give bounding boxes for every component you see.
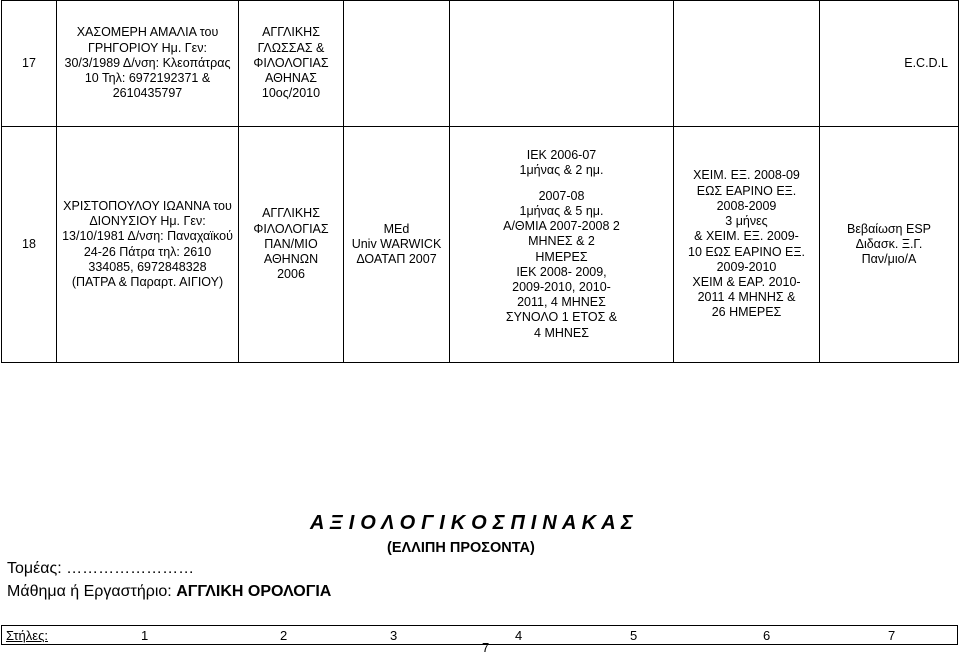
columns-label: Στήλες: — [6, 628, 48, 643]
cell-line: ΙΕΚ 2006-07 — [526, 148, 597, 163]
candidates-table — [1, 0, 959, 363]
sector-line — [7, 560, 194, 578]
table-row — [2, 127, 959, 363]
extra-qualification: E.C.D.L — [820, 1, 959, 127]
cell-line: Διδασκ. Ξ.Γ. — [855, 236, 923, 251]
cell-line: ΦΙΛΟΛΟΓΙΑΣ — [253, 55, 329, 70]
degree-info — [239, 1, 344, 127]
cell-line: ΓΡΗΓΟΡΙΟΥ Ημ. Γεν: — [88, 40, 207, 55]
experience-info — [450, 127, 674, 363]
cell-line: ΑΓΓΛΙΚΗΣ — [262, 206, 320, 221]
cell-line: & ΧΕΙΜ. ΕΞ. 2009- — [694, 229, 799, 244]
cell-line: ΣΥΝΟΛΟ 1 ΕΤΟΣ & — [505, 310, 618, 325]
cell-line: 30/3/1989 Δ/νση: Κλεοπάτρας — [64, 55, 231, 70]
experience2-info — [674, 127, 820, 363]
cell-line: ΙΕΚ 2008- 2009, — [516, 264, 607, 279]
cell-line: ΔΟΑΤΑΠ 2007 — [356, 252, 437, 267]
cell-line: ΜΗΝΕΣ & 2 — [528, 234, 595, 249]
degree-info — [239, 127, 344, 363]
cell-line: ΧΕΙΜ & ΕΑΡ. 2010- — [692, 274, 801, 289]
subject-value: ΑΓΓΛΙΚΗ ΟΡΟΛΟΓΙΑ — [176, 583, 332, 600]
cell-line: 4 ΜΗΝΕΣ — [534, 325, 589, 340]
document-subtitle: (ΕΛΛΙΠΗ ΠΡΟΣΟΝΤΑ) — [387, 540, 535, 556]
cell-line: ΕΩΣ ΕΑΡΙΝΟ ΕΞ. — [696, 183, 797, 198]
experience2-info — [674, 1, 820, 127]
cell-line: 13/10/1981 Δ/νση: Παναχαϊκού — [62, 229, 233, 244]
cell-line: 2610435797 — [112, 86, 183, 101]
cell-line: 2009-2010, 2010- — [512, 279, 611, 294]
cell-line: 10 ΕΩΣ ΕΑΡΙΝΟ ΕΞ. — [688, 244, 805, 259]
cell-line — [453, 179, 670, 189]
cell-line: 2009-2010 — [716, 259, 777, 274]
sector-value: …………………… — [66, 560, 195, 577]
extra-qualification — [820, 127, 959, 363]
cell-line: ΑΘΗΝΑΣ — [265, 71, 317, 86]
cell-line: Univ WARWICK — [351, 236, 442, 251]
cell-line: ΦΙΛΟΛΟΓΙΑΣ — [253, 221, 329, 236]
postgrad-info — [344, 1, 450, 127]
cell-line: Βεβαίωση ESP — [846, 221, 931, 236]
cell-line: ΓΛΩΣΣΑΣ & — [257, 40, 325, 55]
cell-line: Παν/μιο/Α — [861, 252, 917, 267]
cell-line: 2011, 4 ΜΗΝΕΣ — [517, 295, 606, 310]
column-number: 1 — [141, 628, 149, 643]
subject-label: Μάθημα ή Εργαστήριο: — [7, 583, 172, 600]
column-number: 3 — [390, 628, 398, 643]
cell-line: ΑΘΗΝΩΝ — [263, 252, 319, 267]
column-number: 6 — [763, 628, 771, 643]
sector-label: Τομέας: — [7, 560, 62, 577]
cell-line: Α/ΘΜΙΑ 2007-2008 2 — [503, 219, 620, 234]
page-number-fragment: 7 — [482, 643, 490, 653]
cell-line: 1μήνας & 2 ημ. — [519, 163, 604, 178]
column-number: 5 — [630, 628, 638, 643]
cell-line: 2011 4 ΜΗΝΗΣ & — [697, 290, 796, 305]
postgrad-info — [344, 127, 450, 363]
row-number: 17 — [2, 1, 57, 127]
cell-line: 3 μήνες — [725, 214, 768, 229]
row-number: 18 — [2, 127, 57, 363]
cell-line: 2008-2009 — [716, 198, 777, 213]
cell-line: (ΠΑΤΡΑ & Παραρτ. ΑΙΓΙΟΥ) — [71, 274, 224, 289]
cell-line: ΗΜΕΡΕΣ — [535, 249, 588, 264]
experience-info — [450, 1, 674, 127]
cell-line: 10 Τηλ: 6972192371 & — [84, 71, 211, 86]
cell-line: ΧΕΙΜ. ΕΞ. 2008-09 — [693, 168, 800, 183]
cell-line: 2007-08 — [538, 188, 585, 203]
columns-bar — [1, 625, 958, 645]
column-number: 2 — [280, 628, 288, 643]
cell-line: 334085, 6972848328 — [88, 259, 207, 274]
cell-line: 24-26 Πάτρα τηλ: 2610 — [83, 244, 212, 259]
cell-line: ΔΙΟΝΥΣΙΟΥ Ημ. Γεν: — [89, 214, 206, 229]
candidate-info — [57, 1, 239, 127]
cell-line: 26 ΗΜΕΡΕΣ — [711, 305, 782, 320]
cell-line: MEd — [383, 221, 410, 236]
cell-line: ΑΓΓΛΙΚΗΣ — [262, 25, 320, 40]
cell-line: ΧΡΙΣΤΟΠΟΥΛΟΥ ΙΩΑΝΝΑ του — [63, 198, 232, 213]
column-number: 4 — [515, 628, 523, 643]
table-row — [2, 1, 959, 127]
document-title: Α Ξ Ι Ο Λ Ο Γ Ι Κ Ο Σ Π Ι Ν Α Κ Α Σ — [310, 512, 633, 534]
column-number: 7 — [888, 628, 896, 643]
cell-line: 2006 — [277, 267, 305, 282]
cell-line: ΠΑΝ/ΜΙΟ — [264, 236, 318, 251]
candidate-info — [57, 127, 239, 363]
cell-line: 1μήνας & 5 ημ. — [519, 203, 604, 218]
subject-line — [7, 583, 331, 601]
cell-line: 10ος/2010 — [261, 86, 321, 101]
cell-line: ΧΑΣΟΜΕΡΗ ΑΜΑΛΙΑ του — [76, 25, 219, 40]
